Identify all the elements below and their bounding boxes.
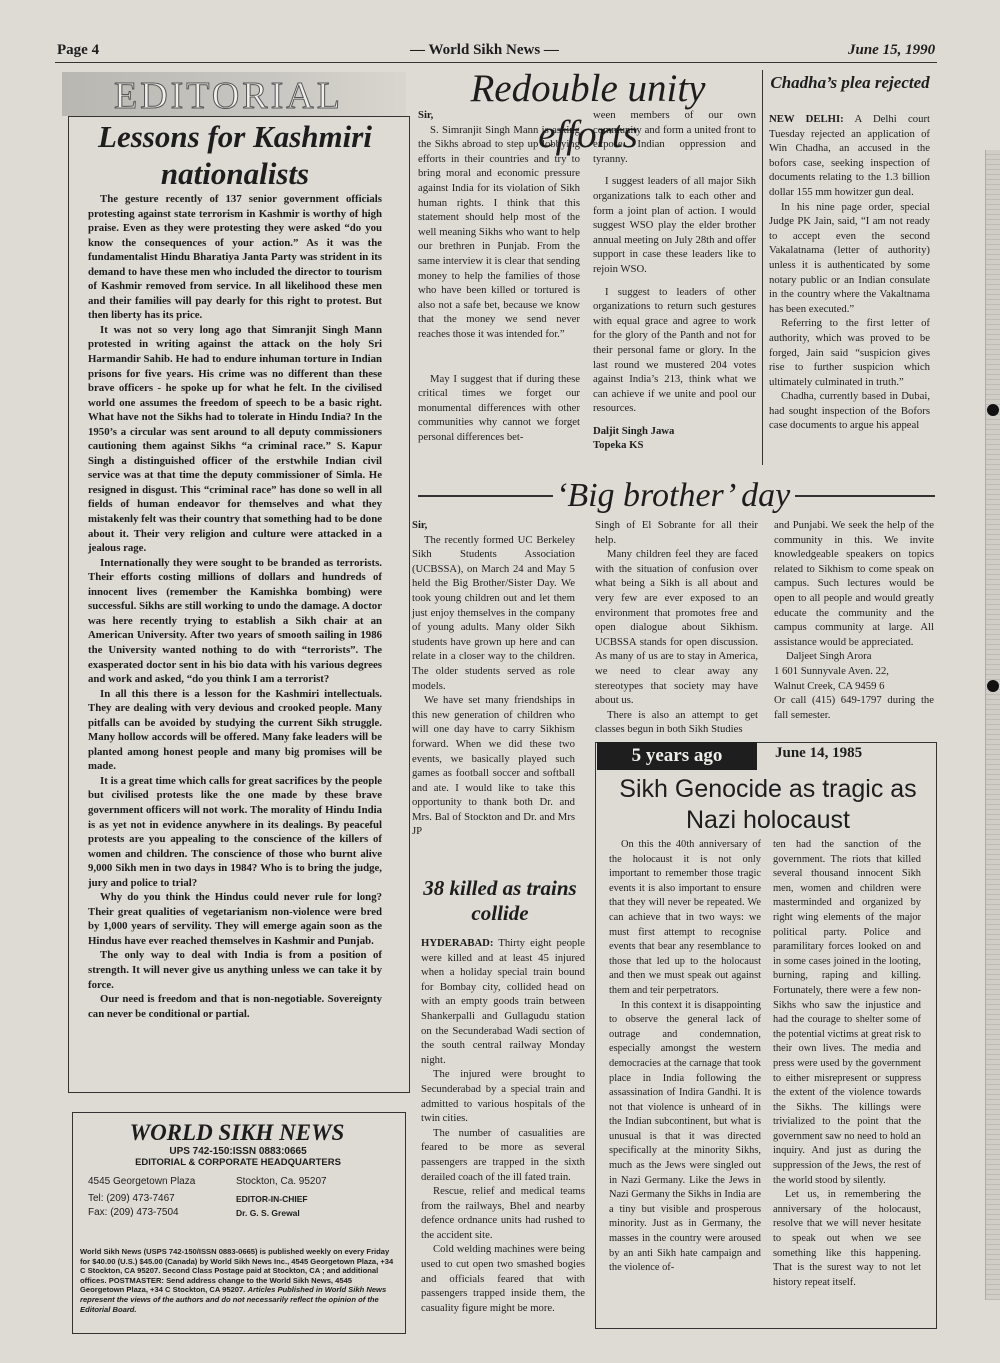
bigbrother-paragraph: The recently formed UC Berkeley Sikh Students Association (UCBSSA), on March 24 and May 5 held the Big Brother/Sister Day. We took young children out and let them just enjoy themselves in the company of young adults. Many older Sikh students have grown up here and can relate in a closer way to the children. The older students served as role models.: [412, 533, 575, 692]
telephone: Tel: (209) 473-7467: [88, 1193, 175, 1204]
editorial-paragraph: Why do you think the Hindus could never rule for long? Their great qualities of vegetarianism non-violence were bred by 1,000 years of servility. They will emerge again soon as the Hindus have ever reached themselves in Kashmir and Punjab.: [88, 891, 382, 947]
editorial-paragraph: Internationally they were sought to be branded as terrorists. Their efforts costing millions of dollars and hundreds of innocent lives (remember the Kamishka bombing) were successful. Sikhs are still working to undo the damage. A doctor was here recently trying to establish a Sikh chair at an American University. After two years of smooth sailing in 1986 the University wanted nothing to do with “terrorists”. The exasperated doctor sent in his bio data with his various degrees and work and asked, “do you think I am a terrorist?: [88, 556, 382, 686]
bigbrother-paragraph: and Punjabi. We seek the help of the community in this. We invite knowledgeable speakers on topics related to Sikhism to come speak on campus. Such lectures would be open to all people and would greatly educate the community and the campus community at large. All assistance would be appreciated.: [774, 519, 934, 648]
chadha-dateline: NEW DELHI:: [769, 113, 844, 125]
trains-dateline: HYDERABAD:: [421, 937, 494, 949]
genocide-date: June 14, 1985: [775, 745, 863, 761]
bigbrother-paragraph: Many children feel they are faced with the situation of confusion over what being a Sikh is all about and very few are ever exposed to an environment that promotes free and open dialogue about Sikhism. UCBSSA stands for open discussion. As many of us are to stay in America, we need to clear away any stereotypes that society may have about us.: [595, 548, 758, 707]
five-years-ago-tag: 5 years ago: [597, 742, 757, 770]
editorial-title: Lessons for Kashmiri nationalists: [98, 119, 372, 191]
chadha-paragraph: Referring to the first letter of authority, which was proved to be forged, Jain said “suspicion gives rise to further suspicion which ultimately culminated in truth.”: [769, 317, 930, 388]
editor-label: EDITOR-IN-CHIEF: [236, 1194, 308, 1204]
chadha-headline: Chadha’s plea rejected: [770, 73, 930, 92]
trains-paragraph: Cold welding machines were being used to cut open two smashed bogies and officials feared that with passengers trapped inside them, the casuality figure might be more.: [421, 1243, 585, 1314]
editorial-paragraph: In all this there is a lesson for the Kashmiri intellectuals. They are dealing with very devious and crooked people. Many pitfalls can be avoided by studying the current Sikh struggle. Many hollow accords will be offered. Many fake leaders will be planted among honest people and many big promises will be made.: [88, 687, 382, 773]
bigbrother-signature-city: Walnut Creek, CA 9459 6: [774, 679, 885, 692]
redouble-paragraph: ween members of our own community and form a united front to expose Indian oppression and tyranny.: [593, 109, 756, 165]
punch-hole: [987, 680, 999, 692]
trains-paragraph: The number of casualities are feared to be more as several passengers are trapped in the sixth derailed coach of the ill fated train.: [421, 1126, 585, 1183]
genocide-paragraph: In this context it is disappointing to observe the general lack of outrage and condemnation, especially amongst the western democracies at the carnage that took place in India following the assassination of Indira Gandhi. It is not that violence is unheard of in the Indian subcontinent, but what is unusual is that it was directed specifically at the minority Sikhs, much as the Jews were singled out in Nazi Germany. Like the Jews in Nazi Germany the Sikhs in India are a tiny but visible and prosperous minority. Just as in Germany, the masses in the country were aroused by an anti Sikh hate campaign and the violence of-: [609, 999, 761, 1274]
bigbrother-col3: [774, 518, 934, 722]
header-rule: [55, 62, 937, 63]
bigbrother-paragraph: Singh of El Sobrante for all their help.: [595, 519, 758, 546]
masthead-header: — World Sikh News —: [410, 42, 559, 58]
trains-paragraph: Thirty eight people were killed and at least 45 injured when a holiday special train bound for Bombay city, collided head on with an empty goods train between Shankerpalli and Gullagudu station on the Secunderabad Wadi section of the south central railway Monday night.: [421, 937, 585, 1066]
issn: UPS 742-150:ISSN 0883:0665: [169, 1146, 307, 1157]
publication-notice: World Sikh News (USPS 742-150/ISSN 0883-0665) is published weekly on every Friday for $40.00 (U.S.) $45.00 (Canada) by World Sikh News Inc., 4545 Georgetown Plaza, +34 C Stockton, CA 95207. Second Class Postage paid at Stockton, CA ; and additional offices. POSTMASTER: Send address change to the World Sikh News, 4545 Georgetown Plaza, +34 C Stockton, CA 95207. Articles Published in World Sikh News represent the views of the authors and do not necessarily reflect the opinion of the Editorial Board.: [80, 1247, 394, 1314]
editorial-body: [88, 192, 382, 1021]
genocide-paragraph: ten had the sanction of the government. The riots that killed several thousand innocent Sikh men, women and children were masterminded and organized by right wing elements of the major political party. Police and paramilitary forces looked on and in some cases joined in the looting, burning, raping and killing. Fortunately, there were a few non-Sikhs who saw the injustice and had the courage to shelter some of the potential victims at great risk to their own lives. The media and press were used by the government to either misrepresent or suppress the extent of the violence towards the Sikhs. The killings were trivialized to the point that the government saw no need to hold an inquiry. And just as during the suppression of the Jews, the rest of the world stood by silently.: [773, 839, 921, 1186]
city: Stockton, Ca. 95207: [236, 1176, 327, 1187]
headline-rule-right: [795, 495, 935, 497]
genocide-paragraph: Let us, in remembering the anniversary of the holocaust, resolve that we will never hesitate to speak out when we see something like this happening. That is the surest way to not let history repeat itself.: [773, 1189, 921, 1288]
chadha-body: [769, 112, 930, 433]
redouble-paragraph: I suggest to leaders of other organizations to return such gestures with equal grace and agree to work for the glory of the Panth and not for their personal fame or glory. In the last round we mustered 204 votes against India’s 213, think what we can achieve if we unite and pool our resources.: [593, 285, 756, 415]
genocide-col1: [609, 838, 761, 1276]
publication-title: WORLD SIKH NEWS: [129, 1120, 345, 1145]
redouble-col2: [593, 108, 756, 453]
disclaimer: Articles Published in World Sikh News represent the views of the authors and do not necessarily reflect the opinion of the Editorial Board.: [80, 1285, 387, 1314]
hq-label: EDITORIAL & CORPORATE HEADQUARTERS: [135, 1157, 341, 1168]
redouble-headline: Redouble unity efforts: [470, 67, 706, 156]
editorial-banner: EDITORIAL: [62, 72, 406, 116]
editor-name: Dr. G. S. Grewal: [236, 1208, 300, 1218]
redouble-signature-place: Topeka KS: [593, 439, 644, 452]
redouble-paragraph: May I suggest that if during these critical times we forget our monumental differences with other communities why cannot we forget personal differences bet-: [418, 372, 580, 443]
editorial-paragraph: The only way to deal with India is from a position of strength. It will never give us anything unless we can take it by force.: [88, 949, 382, 991]
address: 4545 Georgetown Plaza: [88, 1176, 196, 1187]
genocide-headline: Sikh Genocide as tragic as Nazi holocaust: [619, 775, 917, 834]
bigbrother-signature-address: 1 601 Sunnyvale Aven. 22,: [774, 664, 889, 677]
punch-hole: [987, 404, 999, 416]
redouble-paragraph: S. Simranjit Singh Mann is asking the Sikhs abroad to step up lobbying efforts in their countries and try to bring moral and economic pressure against India for its violation of Sikh human rights. I think that this statement should help most of the well meaning Sikhs who want to help our brethren in Punjab. From the same interview it is clear that sending money to help the families of those who have been killed or tortured is also not a safe bet, because we know that the money we send never reaches those it was intended for.”: [418, 123, 580, 340]
page-number: Page 4: [57, 42, 100, 58]
bigbrother-col1: [412, 518, 575, 839]
editorial-paragraph: It is a great time which calls for great sacrifices by the people but civilised protests like the one made by these brave government officers will not work. The morality of Hindu India is as yet not in evidence anywhere in its dealings. By peaceful protests are you appealing to the conscience of the killers of women and children. The conscience of those who burnt alive 9,000 Sikh men in two days in 1984? Who is to bring the judge, jury and police to trial?: [88, 774, 382, 889]
bigbrother-headline: ‘Big brother’ day: [556, 477, 791, 514]
binder-edge: [985, 150, 1000, 1300]
redouble-salutation: Sir,: [418, 109, 434, 121]
bigbrother-salutation: Sir,: [412, 519, 428, 531]
editorial-paragraph: The gesture recently of 137 senior government officials protesting against state terrorism in Kashmir is worthy of high praise. Even as they were protesting they were asked “do you know the consequences of your action.” As it was the fundamentalist Hindu Bharatiya Janta Party was strident in its demand to have these men who included the director to tourism of Kashmir removed from service. In all likelihood these men and their families will pay dearly for this right to protest. But then liberty has its price.: [88, 193, 382, 322]
redouble-paragraph: I suggest leaders of all major Sikh organizations talk to each other and form a joint plan of action. I would suggest WSO play the elder brother annual meeting on July 28th and offer support in case these leaders like to rejoin WSO.: [593, 175, 756, 275]
trains-body: [421, 936, 585, 1315]
chadha-paragraph: A Delhi court Tuesday rejected an application of Win Chadha, an accused in the bofors case, seeking inspection of documents relating to the 1.3 billion dollar 155 mm howitzer gun deal.: [769, 113, 930, 198]
trains-paragraph: Rescue, relief and medical teams from the railways, Bhel and nearby defence ordnance units had rushed to the accident site.: [421, 1185, 585, 1241]
editorial-paragraph: It was not so very long ago that Simranjit Singh Mann protested in writing against the attack on the holy Sri Harmandir Sahib. He had to endure inhuman torture in Indian prisons for five years. His crime was no different than these brave officers - he spoke up for what he felt. In the civilised world one assumes the freedom of speech to be a basic right. What have not the Sikhs had to tolerate in Hindu India? In the 1950’s a circular was sent around to all deputy commissioners cautioning them against Sikhs “a criminal race.” S. Kapur Singh a distinguished officer of the erstwhile Indian civil service was at that time the deputy commissioner of Simla. He resigned in disgust. This “criminal race” has done so well in all fields of human endeavor for themselves and what they mistakenly felt was their country that something had to be done about it. Their very religion and culture were attacked in a jealous rage.: [88, 323, 382, 555]
editorial-paragraph: Our need is freedom and that is non-negotiable. Sovereignty can never be conditional or partial.: [88, 993, 382, 1020]
fax: Fax: (209) 473-7504: [88, 1207, 179, 1218]
headline-rule-left: [418, 495, 553, 497]
chadha-paragraph: In his nine page order, special Judge PK Jain, said, “I am not ready to accept even the second Vakalatnama (letter of authority) unless it is authenticated by some notary public or an Indian consulate in the country where the Vakaltnama has been executed.”: [769, 200, 930, 315]
genocide-paragraph: On this the 40th anniversary of the holocaust it is not only important to remember those tragic events it is also important to ensure that they will never be repeated. We can achieve that in two ways: we must first attempt to recognise events that bear any resemblance to those that led up to the holocaust and then we must speak out against them and teir perpetrators.: [609, 839, 761, 996]
bigbrother-paragraph: We have set many friendships in this new generation of children who will one day have to carry Sikhism forward. When we did these two events, we basically played such games as football soccer and softball and ate. I would like to take this opportunity to thank both Dr. and Mrs. Bal of Stockton and Dr. and Mrs JP: [412, 694, 575, 838]
genocide-col2: [773, 838, 921, 1290]
redouble-signature-name: Daljit Singh Jawa: [593, 424, 675, 437]
issue-date: June 15, 1990: [848, 42, 936, 58]
bigbrother-signature-name: Daljeet Singh Arora: [786, 650, 872, 663]
bigbrother-signature-phone: Or call (415) 649-1797 during the fall semester.: [774, 694, 934, 721]
trains-paragraph: The injured were brought to Secunderabad by a special train and admitted to various hospitals of the twin cities.: [421, 1068, 585, 1125]
trains-headline: 38 killed as trains collide: [423, 876, 577, 925]
bigbrother-paragraph: There is also an attempt to get classes begun in both Sikh Studies: [595, 708, 758, 736]
column-divider: [762, 70, 763, 465]
chadha-paragraph: Chadha, currently based in Dubai, had sought inspection of the Bofors case documents to argue his appeal: [769, 390, 930, 432]
redouble-col1: [418, 108, 580, 444]
bigbrother-col2: [595, 518, 758, 737]
